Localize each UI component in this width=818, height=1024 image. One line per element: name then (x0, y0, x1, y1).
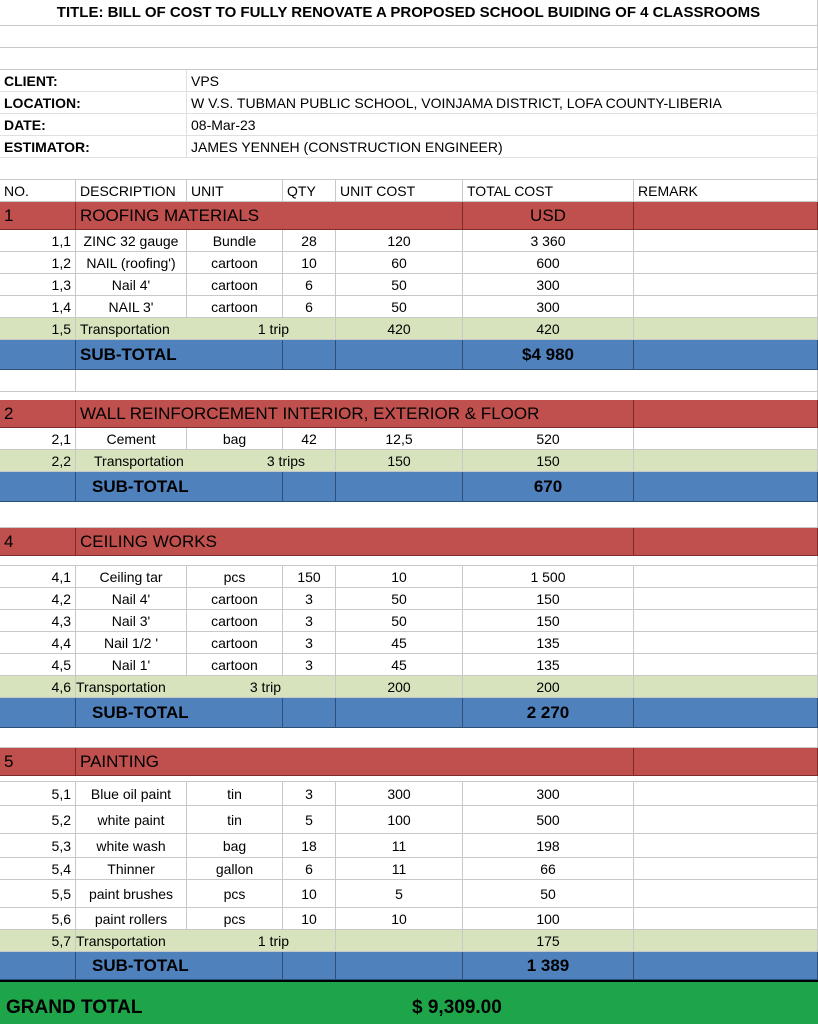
remark-cell[interactable] (634, 748, 818, 776)
item-no[interactable]: 4,5 (0, 654, 76, 676)
item-unit-cost[interactable]: 100 (336, 806, 463, 834)
item-description[interactable]: NAIL (roofing') (76, 252, 187, 274)
item-remark[interactable] (634, 428, 818, 450)
item-unit-cost[interactable]: 10 (336, 908, 463, 930)
empty-cell[interactable] (0, 556, 818, 566)
item-unit-cost[interactable]: 150 (336, 450, 463, 472)
item-qty[interactable]: 3 (283, 654, 336, 676)
item-remark[interactable] (634, 908, 818, 930)
item-unit[interactable]: bag (187, 428, 283, 450)
empty-cell[interactable] (0, 370, 76, 392)
section-title[interactable]: ROOFING MATERIALS (76, 202, 463, 230)
transport-trips: 1 trip (257, 932, 289, 949)
item-description[interactable]: Nail 4' (76, 588, 187, 610)
transport-label: Transportation (94, 452, 184, 469)
empty-row (0, 26, 818, 48)
item-no[interactable]: 5,4 (0, 858, 76, 880)
item-total-cost[interactable]: 150 (463, 450, 634, 472)
item-total-cost[interactable]: 600 (463, 252, 634, 274)
item-remark[interactable] (634, 274, 818, 296)
subtotal-row (0, 952, 818, 980)
table-row (0, 806, 818, 834)
empty-cell[interactable] (0, 48, 818, 70)
item-no[interactable]: 5,5 (0, 880, 76, 908)
subtotal-empty[interactable] (336, 952, 463, 980)
transport-description[interactable] (76, 450, 336, 472)
item-unit-cost[interactable]: 45 (336, 632, 463, 654)
item-unit[interactable]: cartoon (187, 632, 283, 654)
item-unit-cost[interactable]: 10 (336, 566, 463, 588)
subtotal-empty[interactable] (283, 472, 336, 502)
item-remark[interactable] (634, 858, 818, 880)
item-qty[interactable]: 10 (283, 880, 336, 908)
transport-trips: 3 trips (266, 452, 305, 469)
item-qty[interactable]: 6 (283, 296, 336, 318)
item-unit[interactable]: pcs (187, 908, 283, 930)
section-header-roofing (0, 202, 818, 230)
item-description[interactable]: Nail 3' (76, 610, 187, 632)
meta-row-location (0, 92, 818, 114)
table-row (0, 610, 818, 632)
table-row (0, 908, 818, 930)
item-qty[interactable]: 18 (283, 834, 336, 858)
empty-row (0, 158, 818, 180)
subtotal-empty[interactable] (336, 698, 463, 728)
meta-label[interactable]: DATE: (0, 114, 187, 136)
subtotal-empty[interactable] (634, 698, 818, 728)
item-remark[interactable] (634, 880, 818, 908)
item-remark[interactable] (634, 782, 818, 806)
item-unit[interactable]: cartoon (187, 296, 283, 318)
item-qty[interactable]: 3 (283, 782, 336, 806)
item-no[interactable]: 4,2 (0, 588, 76, 610)
meta-value[interactable]: 08-Mar-23 (187, 114, 818, 136)
item-total-cost[interactable]: 135 (463, 654, 634, 676)
item-no[interactable]: 5,7 (0, 930, 76, 952)
item-qty[interactable]: 150 (283, 566, 336, 588)
item-unit[interactable]: cartoon (187, 588, 283, 610)
section-number[interactable]: 2 (0, 400, 76, 428)
table-row (0, 230, 818, 252)
item-unit[interactable]: cartoon (187, 252, 283, 274)
meta-value[interactable]: VPS (187, 70, 818, 92)
empty-row (0, 556, 818, 566)
item-no[interactable]: 1,1 (0, 230, 76, 252)
empty-row (0, 392, 818, 400)
header-qty[interactable]: QTY (283, 180, 336, 202)
grand-total-row (0, 980, 818, 1024)
subtotal-value[interactable]: 2 270 (463, 698, 634, 728)
transport-description[interactable] (76, 318, 336, 340)
remark-cell[interactable] (634, 202, 818, 230)
sheet-title[interactable]: TITLE: BILL OF COST TO FULLY RENOVATE A PROPOSED SCHOOL BUIDING OF 4 CLASSROOMS (0, 0, 818, 26)
table-row (0, 428, 818, 450)
item-total-cost[interactable]: 300 (463, 274, 634, 296)
item-remark[interactable] (634, 566, 818, 588)
item-no[interactable]: 2,2 (0, 450, 76, 472)
meta-row-client (0, 70, 818, 92)
item-no[interactable]: 5,1 (0, 782, 76, 806)
transport-label: Transportation (76, 932, 166, 949)
item-unit-cost[interactable]: 50 (336, 610, 463, 632)
item-remark[interactable] (634, 930, 818, 952)
header-no[interactable]: NO. (0, 180, 76, 202)
transport-trips: 1 trip (257, 320, 289, 337)
empty-row (0, 502, 818, 528)
item-remark[interactable] (634, 252, 818, 274)
item-unit-cost[interactable]: 45 (336, 654, 463, 676)
table-row (0, 880, 818, 908)
subtotal-label[interactable]: SUB-TOTAL (76, 952, 283, 980)
item-description[interactable]: Cement (76, 428, 187, 450)
section-number[interactable]: 1 (0, 202, 76, 230)
grand-total-label[interactable]: GRAND TOTAL (0, 982, 410, 1024)
item-remark[interactable] (634, 588, 818, 610)
meta-label[interactable]: LOCATION: (0, 92, 187, 114)
item-description[interactable]: white paint (76, 806, 187, 834)
item-no[interactable]: 1,4 (0, 296, 76, 318)
item-total-cost[interactable]: 300 (463, 296, 634, 318)
item-description[interactable]: Blue oil paint (76, 782, 187, 806)
subtotal-row (0, 472, 818, 502)
item-qty[interactable]: 5 (283, 806, 336, 834)
item-no[interactable]: 5,3 (0, 834, 76, 858)
transport-trips: 3 trip (249, 678, 281, 695)
meta-value[interactable]: W V.S. TUBMAN PUBLIC SCHOOL, VOINJAMA DISTRICT, LOFA COUNTY-LIBERIA (187, 92, 818, 114)
section-title[interactable]: PAINTING (76, 748, 634, 776)
transport-row (0, 930, 818, 952)
item-description[interactable]: Nail 1/2 ' (76, 632, 187, 654)
item-unit-cost[interactable]: 300 (336, 782, 463, 806)
item-description[interactable]: Thinner (76, 858, 187, 880)
table-row (0, 588, 818, 610)
item-unit-cost[interactable]: 50 (336, 274, 463, 296)
item-description[interactable]: Nail 4' (76, 274, 187, 296)
meta-value[interactable]: JAMES YENNEH (CONSTRUCTION ENGINEER) (187, 136, 818, 158)
transport-row (0, 450, 818, 472)
item-description[interactable]: Ceiling tar (76, 566, 187, 588)
item-unit[interactable]: bag (187, 834, 283, 858)
section-header-wall (0, 400, 818, 428)
item-unit[interactable]: cartoon (187, 610, 283, 632)
item-remark[interactable] (634, 296, 818, 318)
item-qty[interactable]: 10 (283, 252, 336, 274)
item-total-cost[interactable]: 3 360 (463, 230, 634, 252)
subtotal-empty[interactable] (0, 340, 76, 370)
meta-label[interactable]: ESTIMATOR: (0, 136, 187, 158)
header-description[interactable]: DESCRIPTION (76, 180, 187, 202)
item-unit-cost[interactable]: 420 (336, 318, 463, 340)
item-qty[interactable]: 10 (283, 908, 336, 930)
item-total-cost[interactable]: 135 (463, 632, 634, 654)
item-total-cost[interactable]: 150 (463, 610, 634, 632)
subtotal-value[interactable]: 1 389 (463, 952, 634, 980)
table-row (0, 566, 818, 588)
empty-cell[interactable] (0, 728, 818, 748)
item-qty[interactable]: 6 (283, 274, 336, 296)
table-row (0, 296, 818, 318)
table-row (0, 252, 818, 274)
item-unit-cost[interactable]: 11 (336, 858, 463, 880)
item-total-cost[interactable]: 100 (463, 908, 634, 930)
subtotal-row (0, 340, 818, 370)
item-remark[interactable] (634, 318, 818, 340)
transport-description[interactable] (76, 676, 336, 698)
subtotal-value[interactable]: 670 (463, 472, 634, 502)
item-unit[interactable]: cartoon (187, 654, 283, 676)
item-qty[interactable]: 6 (283, 858, 336, 880)
item-total-cost[interactable]: 420 (463, 318, 634, 340)
item-unit-cost[interactable]: 5 (336, 880, 463, 908)
empty-cell[interactable] (0, 26, 818, 48)
item-total-cost[interactable]: 1 500 (463, 566, 634, 588)
item-description[interactable]: NAIL 3' (76, 296, 187, 318)
item-remark[interactable] (634, 834, 818, 858)
subtotal-empty[interactable] (0, 952, 76, 980)
table-row (0, 782, 818, 806)
item-total-cost[interactable]: 66 (463, 858, 634, 880)
item-unit[interactable]: tin (187, 806, 283, 834)
subtotal-empty[interactable] (0, 698, 76, 728)
empty-row (0, 370, 818, 392)
table-row (0, 834, 818, 858)
meta-label[interactable]: CLIENT: (0, 70, 187, 92)
table-row (0, 274, 818, 296)
remark-cell[interactable] (634, 400, 818, 428)
item-unit[interactable]: pcs (187, 566, 283, 588)
grand-total-value[interactable]: $ 9,309.00 (410, 982, 818, 1024)
subtotal-label[interactable]: SUB-TOTAL (76, 698, 283, 728)
currency-label[interactable]: USD (463, 202, 634, 230)
table-row (0, 858, 818, 880)
section-header-painting (0, 748, 818, 776)
transport-row (0, 676, 818, 698)
item-total-cost[interactable]: 200 (463, 676, 634, 698)
item-total-cost[interactable]: 500 (463, 806, 634, 834)
subtotal-empty[interactable] (634, 340, 818, 370)
item-remark[interactable] (634, 450, 818, 472)
transport-description[interactable] (76, 930, 336, 952)
header-unit[interactable]: UNIT (187, 180, 283, 202)
item-description[interactable]: paint rollers (76, 908, 187, 930)
subtotal-empty[interactable] (283, 952, 336, 980)
subtotal-label[interactable]: SUB-TOTAL (76, 472, 283, 502)
subtotal-empty[interactable] (336, 472, 463, 502)
subtotal-empty[interactable] (634, 472, 818, 502)
table-row (0, 654, 818, 676)
item-total-cost[interactable]: 150 (463, 588, 634, 610)
item-unit-cost[interactable]: 12,5 (336, 428, 463, 450)
section-number[interactable]: 4 (0, 528, 76, 556)
item-unit-cost[interactable]: 60 (336, 252, 463, 274)
section-title[interactable]: CEILING WORKS (76, 528, 634, 556)
remark-cell[interactable] (634, 528, 818, 556)
item-remark[interactable] (634, 230, 818, 252)
item-remark[interactable] (634, 654, 818, 676)
subtotal-empty[interactable] (283, 340, 336, 370)
section-title[interactable]: WALL REINFORCEMENT INTERIOR, EXTERIOR & FLOOR (76, 400, 634, 428)
subtotal-empty[interactable] (0, 472, 76, 502)
header-row (0, 180, 818, 202)
item-qty[interactable]: 3 (283, 610, 336, 632)
subtotal-empty[interactable] (283, 698, 336, 728)
meta-row-date (0, 114, 818, 136)
title-row (0, 0, 818, 26)
subtotal-row (0, 698, 818, 728)
item-description[interactable]: Nail 1' (76, 654, 187, 676)
item-no[interactable]: 2,1 (0, 428, 76, 450)
item-no[interactable]: 1,2 (0, 252, 76, 274)
item-no[interactable]: 1,3 (0, 274, 76, 296)
item-no[interactable]: 4,3 (0, 610, 76, 632)
item-description[interactable]: ZINC 32 gauge (76, 230, 187, 252)
subtotal-value[interactable]: $4 980 (463, 340, 634, 370)
item-unit-cost[interactable]: 120 (336, 230, 463, 252)
meta-row-estimator (0, 136, 818, 158)
item-description[interactable]: paint brushes (76, 880, 187, 908)
transport-row (0, 318, 818, 340)
item-unit[interactable]: cartoon (187, 274, 283, 296)
item-no[interactable]: 5,6 (0, 908, 76, 930)
item-unit-cost[interactable]: 200 (336, 676, 463, 698)
subtotal-label[interactable]: SUB-TOTAL (76, 340, 283, 370)
item-remark[interactable] (634, 610, 818, 632)
item-unit-cost[interactable]: 50 (336, 588, 463, 610)
item-description[interactable]: white wash (76, 834, 187, 858)
item-total-cost[interactable]: 300 (463, 782, 634, 806)
empty-cell[interactable] (0, 158, 818, 180)
item-unit-cost[interactable]: 50 (336, 296, 463, 318)
transport-label: Transportation (76, 678, 166, 695)
item-unit[interactable]: gallon (187, 858, 283, 880)
item-remark[interactable] (634, 806, 818, 834)
item-no[interactable]: 1,5 (0, 318, 76, 340)
item-qty[interactable]: 42 (283, 428, 336, 450)
item-no[interactable]: 4,6 (0, 676, 76, 698)
item-total-cost[interactable]: 198 (463, 834, 634, 858)
section-number[interactable]: 5 (0, 748, 76, 776)
item-unit[interactable]: Bundle (187, 230, 283, 252)
empty-cell[interactable] (76, 370, 818, 392)
item-unit-cost[interactable] (336, 930, 463, 952)
item-no[interactable]: 4,4 (0, 632, 76, 654)
empty-cell[interactable] (0, 392, 818, 400)
item-qty[interactable]: 3 (283, 588, 336, 610)
empty-row (0, 48, 818, 70)
item-total-cost[interactable]: 520 (463, 428, 634, 450)
section-header-ceiling (0, 528, 818, 556)
empty-row (0, 728, 818, 748)
item-no[interactable]: 5,2 (0, 806, 76, 834)
item-remark[interactable] (634, 676, 818, 698)
header-total-cost[interactable]: TOTAL COST (463, 180, 634, 202)
header-remark[interactable]: REMARK (634, 180, 818, 202)
item-unit-cost[interactable]: 11 (336, 834, 463, 858)
transport-label: Transportation (80, 320, 170, 337)
item-total-cost[interactable]: 175 (463, 930, 634, 952)
empty-cell[interactable] (0, 502, 818, 528)
item-unit[interactable]: pcs (187, 880, 283, 908)
item-total-cost[interactable]: 50 (463, 880, 634, 908)
item-no[interactable]: 4,1 (0, 566, 76, 588)
header-unit-cost[interactable]: UNIT COST (336, 180, 463, 202)
item-qty[interactable]: 3 (283, 632, 336, 654)
subtotal-empty[interactable] (336, 340, 463, 370)
item-unit[interactable]: tin (187, 782, 283, 806)
table-row (0, 632, 818, 654)
item-qty[interactable]: 28 (283, 230, 336, 252)
subtotal-empty[interactable] (634, 952, 818, 980)
item-remark[interactable] (634, 632, 818, 654)
